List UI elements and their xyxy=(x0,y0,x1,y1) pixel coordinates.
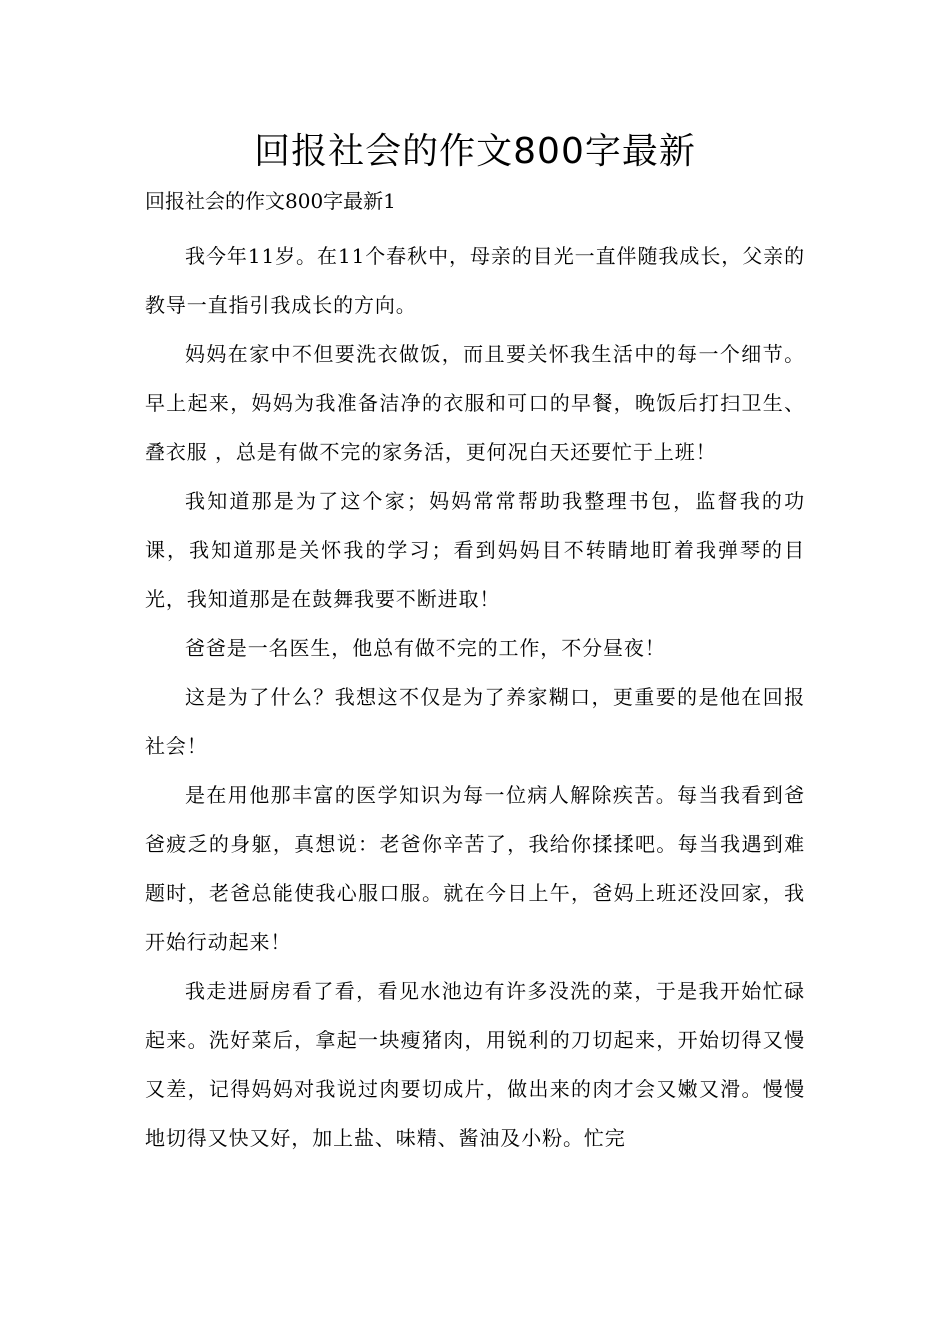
paragraph-6: 是在用他那丰富的医学知识为每一位病人解除疾苦。每当我看到爸爸疲乏的身躯，真想说：老爸你辛苦了，我给你揉揉吧。每当我遇到难题时，老爸总能使我心服口服。就在今日上午，爸妈上班还没回家，我开始行动起来！ xyxy=(145,783,805,954)
paragraph-4: 爸爸是一名医生，他总有做不完的工作，不分昼夜！ xyxy=(185,636,666,660)
document-body xyxy=(145,232,805,1163)
paragraph-2: 妈妈在家中不但要洗衣做饭，而且要关怀我生活中的每一个细节。早上起来，妈妈为我准备洁净的衣服和可口的早餐，晚饭后打扫卫生、叠衣服 ，总是有做不完的家务活，更何况白天还要忙于上班！ xyxy=(145,342,805,464)
paragraph-7: 我走进厨房看了看，看见水池边有许多没洗的菜，于是我开始忙碌起来。洗好菜后，拿起一块瘦猪肉，用锐利的刀切起来，开始切得又慢又差，记得妈妈对我说过肉要切成片，做出来的肉才会又嫩又滑。慢慢地切得又快又好，加上盐、味精、酱油及小粉。忙完 xyxy=(145,979,805,1150)
paragraph-5: 这是为了什么？我想这不仅是为了养家糊口，更重要的是他在回报社会！ xyxy=(145,685,805,758)
paragraph-3: 我知道那是为了这个家；妈妈常常帮助我整理书包，监督我的功课，我知道那是关怀我的学习；看到妈妈目不转睛地盯着我弹琴的目光，我知道那是在鼓舞我要不断进取！ xyxy=(145,489,805,611)
document-subtitle: 回报社会的作文800字最新1 xyxy=(145,189,396,213)
paragraph-1: 我今年11岁。在11个春秋中，母亲的目光一直伴随我成长，父亲的教导一直指引我成长的方向。 xyxy=(145,244,805,317)
document-title: 回报社会的作文800字最新 xyxy=(254,131,696,172)
